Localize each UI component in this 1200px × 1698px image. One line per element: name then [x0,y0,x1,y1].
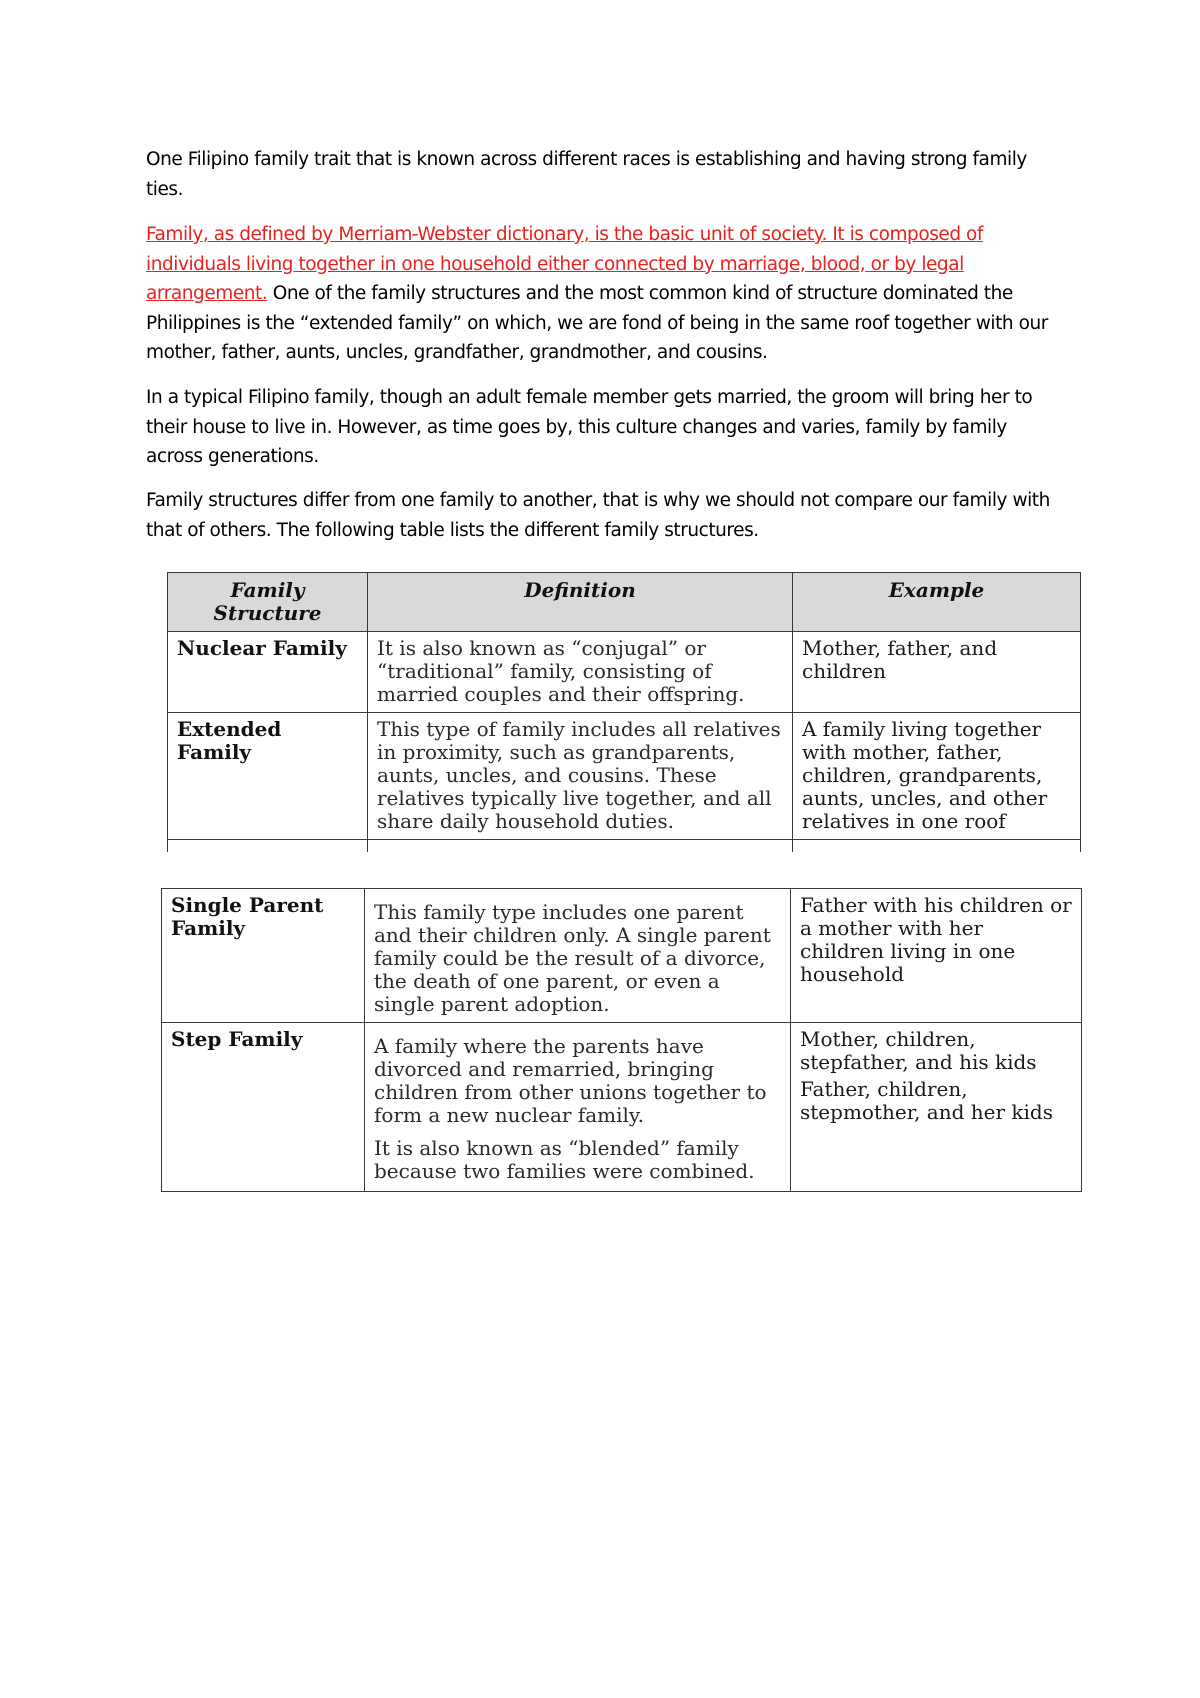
definition-text-2: It is also known as “blended” family because two families were combined. [374,1136,755,1183]
table-row [162,1023,1082,1192]
definition-cell: It is also known as “conjugal” or “traditional” family, consisting of married couples and their offspring. [368,632,793,713]
definition-text: A family where the parents have divorced and remarried, bringing children from other unions together to form a new nuclear family. [374,1034,767,1127]
table-row [168,713,1081,840]
structure-cell: Single Parent Family [162,889,365,1023]
structure-cell: Extended Family [168,713,368,840]
table-row-fragment [168,840,1081,853]
fragment-cell [368,840,793,853]
table-header-row [168,573,1081,632]
example-text: Mother, children, stepfather, and his kids [800,1027,1037,1074]
example-cell: Mother, father, and children [793,632,1081,713]
definition-text: This family type includes one parent and their children only. A single parent family could be the result of a divorce, the death of one parent, or even a single parent adoption. [374,900,771,1016]
table-row [168,632,1081,713]
example-cell: A family living together with mother, father, children, grandparents, aunts, uncles, and other relatives in one roof [793,713,1081,840]
fragment-cell [168,840,368,853]
header-definition: Definition [368,573,793,632]
example-cell [791,1023,1082,1192]
table-intro-paragraph: Family structures differ from one family to another, that is why we should not compare our family with that of others. The following table lists the different family structures. [146,490,1050,541]
family-structure-table-part-1 [167,572,1081,852]
extended-family-text: One of the family structures and the most common kind of structure dominated the Philippines is the “extended family” on which, we are fond of being in the same roof together with our mother, father, aunts, uncles, grandfather, grandmother, and cousins. [146,283,1048,363]
table-row [162,889,1082,1023]
example-text-2: Father, children, stepmother, and her kids [800,1077,1053,1124]
family-definition-paragraph [146,220,1051,368]
definition-cell [365,1023,791,1192]
structure-cell: Step Family [162,1023,365,1192]
typical-family-paragraph: In a typical Filipino family, though an adult female member gets married, the groom will bring her to their house to live in. However, as time goes by, this culture changes and varies, family by family across generations. [146,387,1033,467]
definition-cell: This type of family includes all relatives in proximity, such as grandparents, aunts, uncles, and cousins. These relatives typically live together, and all share daily household duties. [368,713,793,840]
family-structure-table-part-2 [161,888,1082,1192]
example-cell: Father with his children or a mother with her children living in one household [791,889,1082,1023]
intro-paragraph: One Filipino family trait that is known across different races is establishing and having strong family ties. [146,149,1027,200]
structure-cell: Nuclear Family [168,632,368,713]
header-example: Example [793,573,1081,632]
fragment-cell [793,840,1081,853]
highlighted-definition: Family, as defined by Merriam-Webster dictionary, is the basic unit of society. It is composed of individuals living together in one household either connected by marriage, blood, or by legal arrangement. [146,224,983,304]
definition-cell [365,889,791,1023]
header-structure: Family Structure [168,573,368,632]
